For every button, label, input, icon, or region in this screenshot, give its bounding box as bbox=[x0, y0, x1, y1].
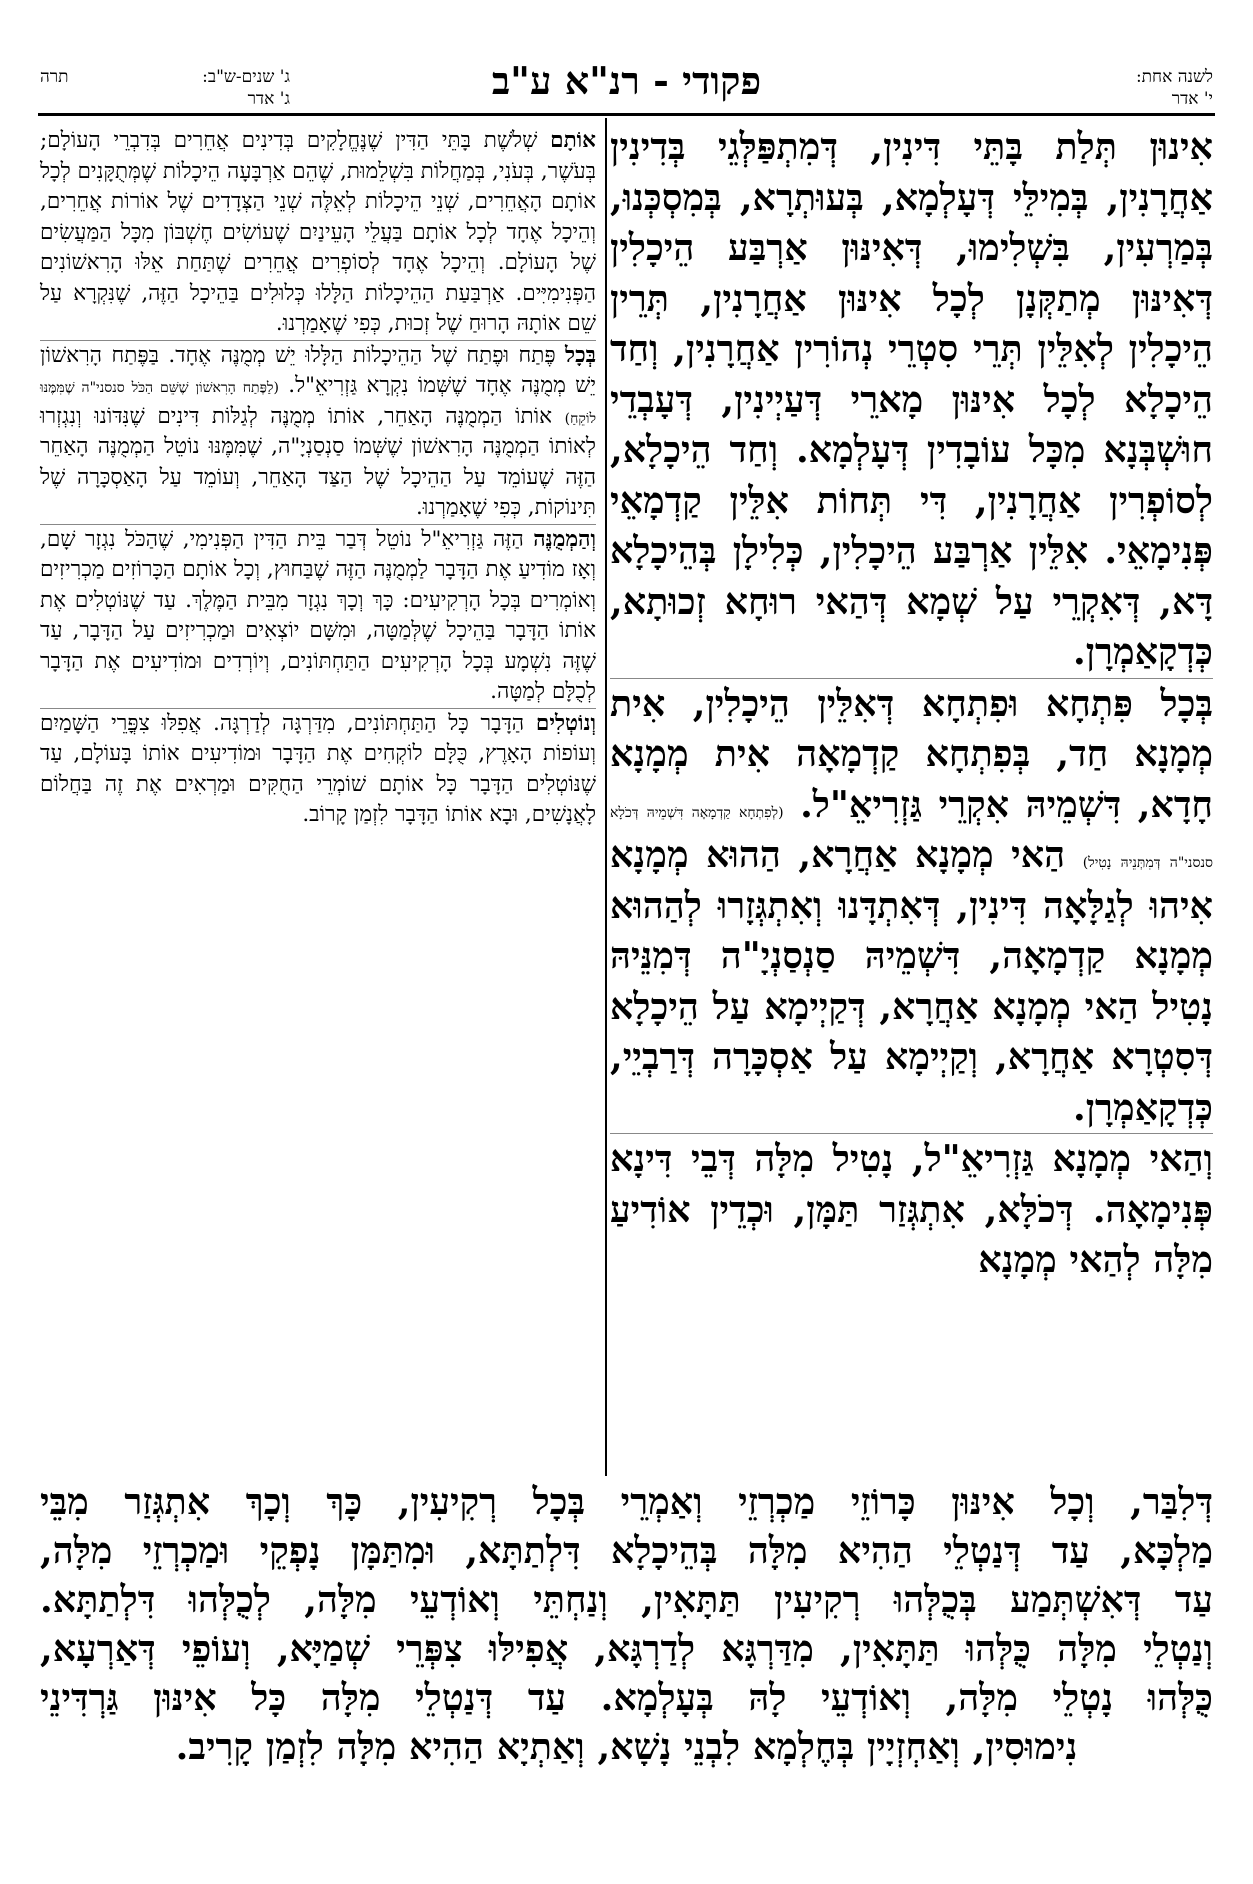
aramaic-paragraph bbox=[610, 678, 1213, 1134]
hebrew-text: אוֹתוֹ הַמְמֻנֶּה הָאַחֵר, אוֹתוֹ מְמֻנֶּה לְגַלּוֹת דִּינִים שֶׁנִּדּוֹנוּ וְנִגְזְרוּ לְאוֹתוֹ הַמְמֻנֶּה הָרִאשׁוֹן שֶׁשְּׁמוֹ סַנְסַנְיָ"ה, שֶׁמִּמֶּנּוּ נוֹטֵל הַמְמֻנֶּה הָאַחֵר הַזֶּה שֶׁעוֹמֵד עַל הַהֵיכָל שֶׁל הַצַּד הָאַחֵר, וְעוֹמֵד עַל הָאַסְכָּרָה שֶׁל תִּינוֹקוֹת, כְּפִי שֶׁאָמַרְנוּ. bbox=[40, 403, 596, 520]
paragraph-lead-word: אוֹתָם bbox=[550, 128, 596, 153]
continuation-line: כֻּלְּהוּ נָטְלֵי מִלָּה, וְאוֹדְעֵי לָהּ בְּעָלְמָא. עַד דְּנַטְלֵי מִלָּה כָּל אִינּוּן גַּרְדִּינֵי bbox=[40, 1676, 1213, 1719]
column-divider bbox=[605, 118, 607, 1476]
header-cycle-date-3: ג' אדר bbox=[247, 89, 290, 109]
hebrew-text: פֶּתַח וּפֶתַח שֶׁל הַהֵיכָלוֹת הַלָּלוּ יֵשׁ מְמֻנֶּה אֶחָד. בַּפֶּתַח הָרִאשׁוֹן יֵשׁ מְמֻנֶּה אֶחָד שֶׁשְּׁמוֹ נִקְרָא גַּזְרִיאֵ"ל. bbox=[40, 342, 596, 398]
hebrew-text: הַדָּבָר כָּל הַתַּחְתּוֹנִים, מִדַּרְגָּה לְדַרְגָּה. אֲפִלּוּ צִפֳּרֵי הַשָּׁמַיִם וְעוֹפוֹת הָאָרֶץ, כֻּלָּם לוֹקְחִים אֶת הַדָּבָר וּמוֹדִיעִים אוֹתוֹ בָּעוֹלָם, עַד שֶׁנּוֹטְלִים הַדָּבָר כָּל אוֹתָם שׁוֹמְרֵי הַחֻקִּים וּמַרְאִים אֶת זֶה בַּחֲלוֹם לָאֲנָשִׁים, וּבָא אוֹתוֹ הַדָּבָר לִזְמַן קָרוֹב. bbox=[40, 710, 596, 827]
aramaic-note: (לְפִתְחָא קַדְמָאָה דִּשְׁמֵיהּ דְּכֹלָא סנסני"ה דְּמִתְּנֵיהּ נָטִיל) bbox=[610, 804, 1213, 871]
hebrew-text: שְׁלֹשֶׁת בָּתֵּי הַדִּין שֶׁנֶּחֱלָקִים בְּדִינִים אֲחֵרִים בְּדִבְרֵי הָעוֹלָם; בְּעֹשֶׁר, בְּעֹנִי, בְּמַחֲלוֹת בִּשְׁלֵמוּת, שֶׁהֵם אַרְבָּעָה הֵיכָלוֹת שֶׁמְּתֻקָּנִים לְכָל אוֹתָם הָאֲחֵרִים, שְׁנֵי הֵיכָלוֹת לְאֵלֶּה שְׁנֵי הַצְּדָדִים שֶׁל אוֹרוֹת אֲחֵרִים, וְהֵיכָל אֶחָד לְכָל אוֹתָם בַּעֲלֵי הָעֵינַיִם שֶׁעוֹשִׂים חֶשְׁבּוֹן מִכָּל הַמַּעֲשִׂים שֶׁל הָעוֹלָם. וְהֵיכָל אֶחָד לְסוֹפְרִים אֲחֵרִים שֶׁתַּחַת אֵלּוּ הָרִאשׁוֹנִים הַפְּנִימִיִּים. אַרְבַּעַת הַהֵיכָלוֹת הַלָּלוּ כְּלוּלִים בַּהֵיכָל הַזֶּה, שֶׁנִּקְרָא עַל שֵׁם אוֹתָהּ הָרוּחַ שֶׁל זְכוּת, כְּפִי שֶׁאָמַרְנוּ. bbox=[40, 128, 596, 336]
aramaic-column bbox=[610, 122, 1213, 1286]
paragraph-lead-word: וְנוֹטְלִים bbox=[535, 710, 596, 736]
continuation-line: מַלְכָּא, עַד דְּנַטְלֵי הַהִיא מִלָּה בְּהֵיכָלָא דִּלְתַתָּא, וּמִתַּמָּן נָפְקֵי וּמַכְרְזֵי מִלָּה, bbox=[40, 1529, 1213, 1572]
hebrew-paragraph bbox=[40, 126, 596, 340]
header-cycle-three-years bbox=[40, 66, 290, 110]
paragraph-lead-word: וְהַמְמֻנֶּה bbox=[533, 526, 596, 552]
aramaic-paragraph: וְהַאי מְמָנָא גַּזְרִיאֵ"ל, נָטִיל מִלָּה דְּבֵי דִּינָא פְּנִימָאָה. דְּכֹלָּא, אִתְגְּזַר תַּמָּן, וּכְדֵין אוֹדִיעַ מִלָּה לְהַאי מְמָנָא bbox=[610, 1133, 1213, 1286]
hebrew-note: (לַפֶּתַח הָרִאשׁוֹן שֶׁשֵּׁם הַכֹּל סנסני"ה שֶׁמִּמֶּנּוּ לוֹקֵחַ) bbox=[40, 380, 596, 427]
hebrew-paragraph bbox=[40, 340, 596, 524]
header-divider bbox=[38, 113, 1215, 116]
header-cycle-one-year bbox=[1013, 66, 1213, 110]
paragraph-lead-word: בְּכָל bbox=[565, 342, 596, 368]
page-title: פקודי - רנ"א ע"ב bbox=[491, 58, 762, 103]
aramaic-text: בְּכָל פִּתְחָא וּפִתְחָא דְּאִלֵּין הֵיכָלִין, אִית מְמָנָא חַד, בְּפִתְחָא קַדְמָאָה אִית מְמָנָא חָדָא, דִּשְׁמֵיהּ אִקְרֵי גַּזְרִיאֵ"ל. bbox=[610, 681, 1213, 826]
aramaic-paragraph: אִינוּן תְּלַת בָּתֵּי דִּינִין, דְּמִתְפַּלְּגֵי בְּדִינִין אַחֲרָנִין, בְּמִילֵּי דְּעָלְמָא, בְּעוּתְרָא, בְּמִסְכְּנוּ, בְּמַרְעִין, בִּשְׁלִימוּ, דְּאִינּוּן אַרְבַּע הֵיכָלִין דְּאִינּוּן מְתַקְּנָן לְכָל אִינּוּן אַחֲרָנִין, תְּרֵין הֵיכָלִין לְאִלֵּין תְּרֵי סִטְרֵי נְהוֹרִין אַחֲרָנִין, וְחַד הֵיכָלָא לְכָל אִינּוּן מָארֵי דְּעַיְינִין, דְּעָבְדֵי חוּשְׁבְּנָא מִכָּל עוֹבָדִין דְּעָלְמָא. וְחַד הֵיכָלָא, לְסוֹפְרִין אַחֲרָנִין, דִּי תְּחוֹת אִלֵּין קַדְמָאֵי פְּנִימָאֵי. אִלֵּין אַרְבַּע הֵיכָלִין, כְּלִילָן בְּהֵיכָלָא דָּא, דְּאִקְרֵי עַל שְׁמָא דְּהַאי רוּחָא זְכוּתָא, כְּדְקָאַמְרָן. bbox=[610, 125, 1213, 673]
hebrew-paragraph bbox=[40, 708, 596, 831]
continuation-line: עַד דְּאִשְׁתְּמַע בְּכֻלְּהוּ רְקִיעִין תַּתָּאִין, וְנַחְתֵּי וְאוֹדְעֵי מִלָּה, לְכֻלְּהוּ דִּלְתַתָּא. bbox=[40, 1578, 1213, 1621]
aramaic-continuation bbox=[40, 1477, 1213, 1771]
continuation-line: נִימוּסִין, וְאַחְזְיָין בְּחֶלְמָא לִבְנֵי נָשָׁא, וְאַתְיָא הַהִיא מִלָּה לִזְמַן קָרִיב. bbox=[175, 1725, 1078, 1768]
hebrew-text: הַזֶּה גַּזְרִיאֵ"ל נוֹטֵל דְּבַר בֵּית הַדִּין הַפְּנִימִי, שֶׁהַכֹּל נִגְזָר שָׁם, וְאָז מוֹדִיעַ אֶת הַדָּבָר לַמְמֻנֶּה הַזֶּה שֶׁבַּחוּץ, וְכָל אוֹתָם הַכָּרוֹזִים מַכְרִיזִים וְאוֹמְרִים בְּכָל הָרְקִיעִים: כָּךְ וְכָךְ נִגְזָר מִבֵּית הַמֶּלֶךְ. עַד שֶׁנּוֹטְלִים אֶת אוֹתוֹ הַדָּבָר בַּהֵיכָל שֶׁלְּמַטָּה, וּמִשָּׁם יוֹצְאִים וּמַכְרִיזִים עַל הַדָּבָר, עַד שֶׁזֶּה נִשְׁמָע בְּכָל הָרְקִיעִים הַתַּחְתּוֹנִים, וְיוֹרְדִים וּמוֹדִיעִים אֶת הַדָּבָר לְכֻלָּם לְמַטָּה. bbox=[40, 526, 596, 704]
continuation-line: דְּלִבַּר, וְכָל אִינּוּן כָּרוֹזֵי מַכְרְזֵי וְאַמְרֵי בְּכָל רְקִיעִין, כָּךְ וְכָךְ אִתְגְּזַר מִבֵּי bbox=[40, 1480, 1213, 1523]
header-cycle-date: י' אדר bbox=[1171, 89, 1213, 109]
continuation-line: וְנַטְלֵי מִלָּה כֻּלְּהוּ תַּתָּאִין, מִדַּרְגָּא לְדַרְגָּא, אֲפִילּוּ צִפְּרֵי שְׁמַיָּא, וְעוֹפֵי דְּאַרְעָא, bbox=[40, 1627, 1213, 1670]
aramaic-text: הַאי מְמָנָא אַחֲרָא, הַהוּא מְמָנָא אִיהוּ לְגַלָּאָה דִּינִין, דְּאִתְדָּנוּ וְאִתְגְּזָרוּ לְהַהוּא מְמָנָא קַדְמָאָה, דִּשְׁמֵיהּ סַנְסַנְיָ"ה דְּמִנֵּיהּ נָטִיל הַאי מְמָנָא אַחֲרָא, דְּקַיְימָא עַל הֵיכָלָא דְּסִטְרָא אַחֲרָא, וְקַיְימָא עַל אַסְכָּרָה דְּרַבְיֵי, כְּדְקָאַמְרָן. bbox=[610, 833, 1213, 1129]
page-number: תרה bbox=[40, 67, 69, 87]
hebrew-translation-column bbox=[40, 126, 596, 831]
hebrew-paragraph bbox=[40, 524, 596, 708]
header-cycle-label: לשנה אחת: bbox=[1135, 67, 1213, 87]
header-cycle-label-3: ג' שנים-ש"ב: bbox=[202, 67, 290, 87]
